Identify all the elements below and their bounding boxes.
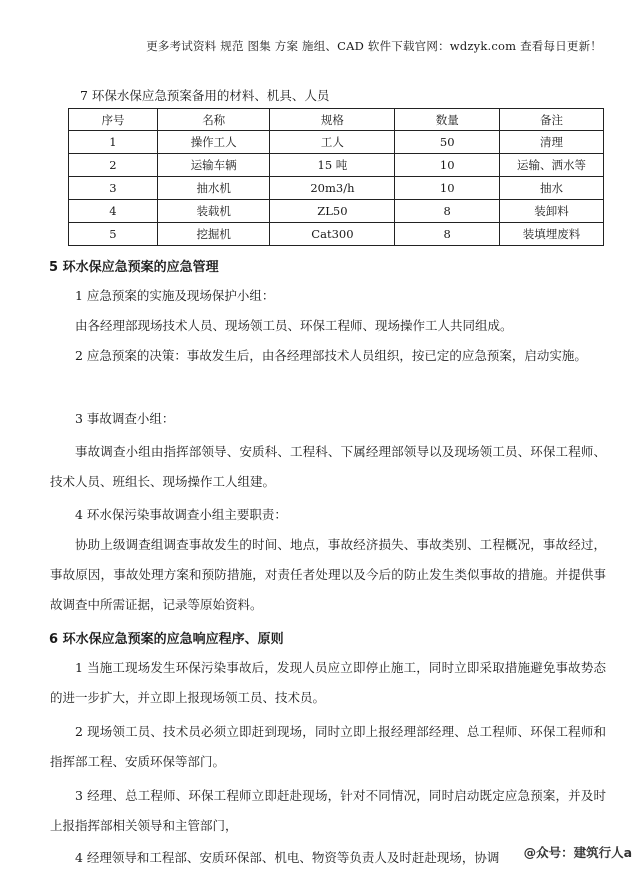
materials-table [68, 108, 604, 246]
table-cell: 8 [395, 200, 500, 223]
table-cell: 抽水 [500, 177, 604, 200]
table-header-cell: 名称 [157, 109, 270, 131]
table-cell: 装填埋废料 [500, 223, 604, 246]
table-header-cell: 数量 [395, 109, 500, 131]
table-cell: 10 [395, 154, 500, 177]
paragraph: 1 应急预案的实施及现场保护小组： [75, 288, 275, 303]
table-cell: 运输车辆 [157, 154, 270, 177]
paragraph: 3 事故调查小组： [75, 411, 175, 426]
paragraph: 协助上级调查组调查事故发生的时间、地点，事故经济损失、事故类别、工程概况，事故经过，事故原因，事故处理方案和预防措施，对责任者处理以及今后的防止发生类似事故的措施。并提供事故调查中所需证据，记录等原始资料。 [50, 537, 606, 612]
paragraph: 2 应急预案的决策：事故发生后，由各经理部技术人员组织，按已定的应急预案，启动实施。 [75, 348, 587, 363]
table-cell: 工人 [270, 131, 395, 154]
table-cell: 10 [395, 177, 500, 200]
table-cell: 1 [69, 131, 158, 154]
section-6-heading: 6 环水保应急预案的应急响应程序、原则 [49, 632, 284, 647]
watermark: @众号：建筑行人a [523, 845, 632, 860]
table-row [69, 131, 604, 154]
table-cell: ZL50 [270, 200, 395, 223]
table-cell: 装卸料 [500, 200, 604, 223]
table-cell: 8 [395, 223, 500, 246]
table-cell: 操作工人 [157, 131, 270, 154]
table-row [69, 223, 604, 246]
table-header-cell: 备注 [500, 109, 604, 131]
paragraph: 3 经理、总工程师、环保工程师立即赶赴现场，针对不同情况，同时启动既定应急预案，并及时上报指挥部相关领导和主管部门， [50, 788, 606, 833]
paragraph: 由各经理部现场技术人员、现场领工员、环保工程师、现场操作工人共同组成。 [75, 318, 513, 333]
table-cell: 3 [69, 177, 158, 200]
table-cell: 清理 [500, 131, 604, 154]
table-header-cell: 规格 [270, 109, 395, 131]
header-note: 更多考试资料 规范 图集 方案 施组、CAD 软件下载官网：wdzyk.com 查看每日更新！ [146, 39, 602, 53]
section-5-heading: 5 环水保应急预案的应急管理 [49, 260, 219, 275]
paragraph: 1 当施工现场发生环保污染事故后，发现人员应立即停止施工，同时立即采取措施避免事故势态的进一步扩大，并立即上报现场领工员、技术员。 [50, 660, 606, 705]
table-row [69, 154, 604, 177]
paragraph: 4 经理领导和工程部、安质环保部、机电、物资等负责人及时赶赴现场，协调 [75, 850, 500, 865]
table-cell: 20m3/h [270, 177, 395, 200]
table-cell: 15 吨 [270, 154, 395, 177]
table-header-cell: 序号 [69, 109, 158, 131]
table-cell: 2 [69, 154, 158, 177]
table-cell: 5 [69, 223, 158, 246]
paragraph: 4 环水保污染事故调查小组主要职责： [75, 507, 287, 522]
table-cell: 挖掘机 [157, 223, 270, 246]
table-cell: Cat300 [270, 223, 395, 246]
paragraph: 2 现场领工员、技术员必须立即赶到现场，同时立即上报经理部经理、总工程师、环保工程师和指挥部工程、安质环保等部门。 [50, 724, 606, 769]
table-cell: 装载机 [157, 200, 270, 223]
table-cell: 抽水机 [157, 177, 270, 200]
table-cell: 50 [395, 131, 500, 154]
table-caption: 7 环保水保应急预案备用的材料、机具、人员 [80, 88, 330, 103]
table-cell: 运输、洒水等 [500, 154, 604, 177]
table-row [69, 177, 604, 200]
table-cell: 4 [69, 200, 158, 223]
table-row [69, 200, 604, 223]
paragraph: 事故调查小组由指挥部领导、安质科、工程科、下属经理部领导以及现场领工员、环保工程师、技术人员、班组长、现场操作工人组建。 [50, 444, 606, 489]
table-header-row [69, 109, 604, 131]
